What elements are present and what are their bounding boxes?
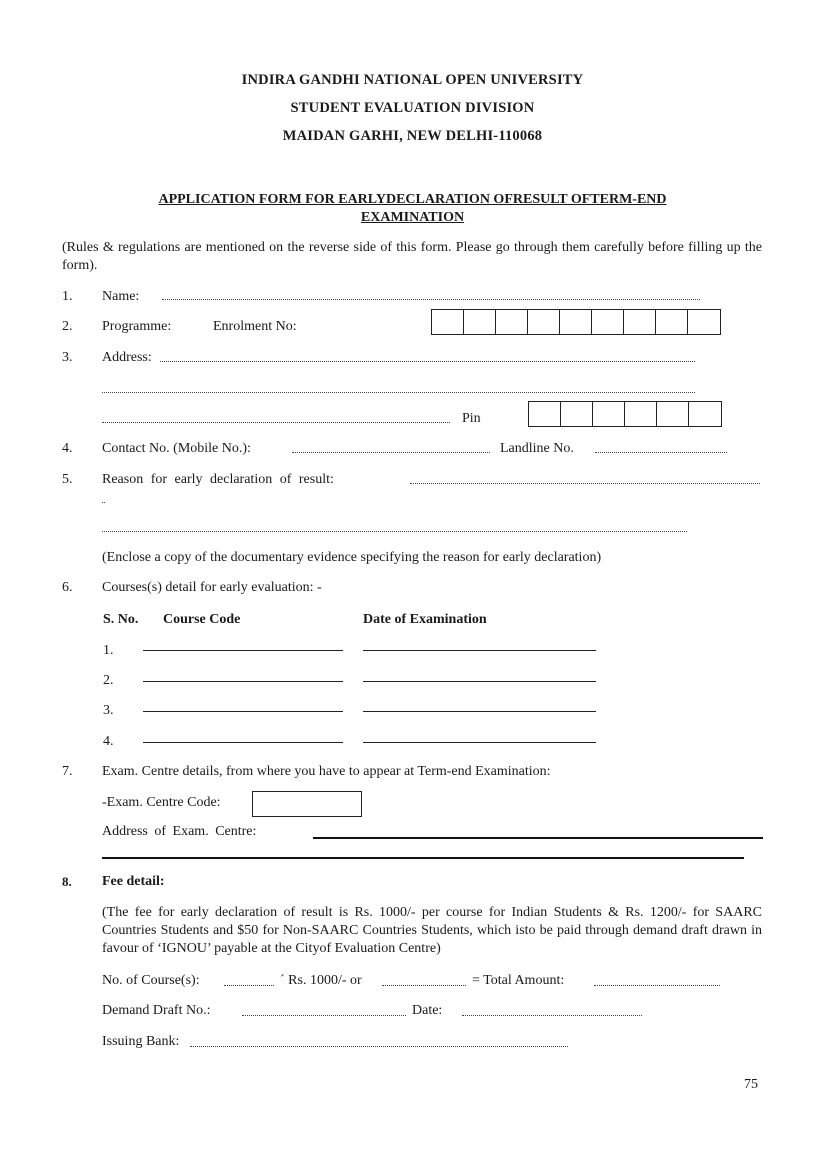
- table-header-sno: S. No.: [103, 612, 139, 627]
- division-name: STUDENT EVALUATION DIVISION: [290, 100, 535, 116]
- item-number-6: 6.: [62, 580, 73, 595]
- form-title-line2: EXAMINATION: [360, 210, 465, 225]
- enrolment-label: Enrolment No:: [213, 319, 297, 334]
- item-number-5: 5.: [62, 472, 73, 487]
- mobile-field[interactable]: [292, 452, 490, 453]
- enrolment-digit-box[interactable]: [528, 310, 560, 334]
- exam-date-field[interactable]: [363, 742, 596, 743]
- pin-boxes[interactable]: [528, 401, 722, 427]
- centre-code-label: -Exam. Centre Code:: [102, 795, 221, 810]
- name-label: Name:: [102, 289, 140, 304]
- form-title-line1: APPLICATION FORM FOR EARLYDECLARATION OFRESULT OFTERM-END: [158, 192, 667, 207]
- enrolment-digit-box[interactable]: [688, 310, 720, 334]
- total-amount-label: = Total Amount:: [472, 973, 565, 988]
- enrolment-digit-box[interactable]: [656, 310, 688, 334]
- dd-label: Demand Draft No.:: [102, 1003, 211, 1018]
- courses-label: Courses(s) detail for early evaluation: -: [102, 580, 322, 595]
- bank-label: Issuing Bank:: [102, 1034, 180, 1049]
- centre-address-line-1[interactable]: [313, 837, 763, 839]
- address-line-2[interactable]: [102, 392, 695, 393]
- pin-digit-box[interactable]: [625, 402, 657, 426]
- enrolment-digit-box[interactable]: [496, 310, 528, 334]
- enrolment-boxes[interactable]: [431, 309, 721, 335]
- exam-date-field[interactable]: [363, 650, 596, 651]
- table-header-exam-date: Date of Examination: [363, 612, 487, 627]
- no-courses-field[interactable]: [224, 985, 274, 986]
- centre-code-box[interactable]: [252, 791, 362, 817]
- enrolment-digit-box[interactable]: [464, 310, 496, 334]
- table-header-course-code: Course Code: [163, 612, 241, 627]
- centre-address-line-2[interactable]: [102, 857, 744, 859]
- total-amount-field[interactable]: [594, 985, 720, 986]
- university-address: MAIDAN GARHI, NEW DELHI-110068: [282, 128, 543, 144]
- rate-field[interactable]: [382, 985, 466, 986]
- dd-field[interactable]: [242, 1015, 406, 1016]
- reason-line-1[interactable]: [410, 483, 760, 484]
- pin-digit-box[interactable]: [593, 402, 625, 426]
- course-code-field[interactable]: [143, 711, 343, 712]
- pin-digit-box[interactable]: [657, 402, 689, 426]
- centre-label: Exam. Centre details, from where you have to appear at Term-end Examination:: [102, 764, 551, 779]
- pin-digit-box[interactable]: [529, 402, 561, 426]
- bank-field[interactable]: [190, 1046, 568, 1047]
- table-row-number: 4.: [103, 734, 114, 749]
- item-number-7: 7.: [62, 764, 73, 779]
- page-number: 75: [744, 1077, 758, 1092]
- course-code-field[interactable]: [143, 650, 343, 651]
- item-number-2: 2.: [62, 319, 73, 334]
- table-row-number: 2.: [103, 673, 114, 688]
- exam-date-field[interactable]: [363, 681, 596, 682]
- item-number-4: 4.: [62, 441, 73, 456]
- enclose-note: (Enclose a copy of the documentary evidence specifying the reason for early declaration): [102, 550, 602, 565]
- university-name: INDIRA GANDHI NATIONAL OPEN UNIVERSITY: [241, 72, 584, 88]
- pin-label: Pin: [462, 411, 481, 426]
- pin-digit-box[interactable]: [561, 402, 593, 426]
- enrolment-digit-box[interactable]: [560, 310, 592, 334]
- item-number-3: 3.: [62, 350, 73, 365]
- table-row-number: 3.: [103, 703, 114, 718]
- item-number-8: 8.: [62, 874, 72, 889]
- item-number-1: 1.: [62, 289, 73, 304]
- name-field[interactable]: [162, 299, 700, 300]
- reason-dot: [102, 502, 105, 503]
- reason-label: Reason for early declaration of result:: [102, 472, 334, 487]
- no-courses-label: No. of Course(s):: [102, 973, 200, 988]
- reason-line-2[interactable]: [102, 531, 687, 532]
- landline-label: Landline No.: [500, 441, 574, 456]
- address-line-1[interactable]: [160, 361, 695, 362]
- enrolment-digit-box[interactable]: [592, 310, 624, 334]
- fee-note: (The fee for early declaration of result is Rs. 1000/- per course for Indian Students & Rs. 1200/- for SAARC Countries Students and $50 for Non-SAARC Countries Students, which isto be paid through demand draft drawn in favour of ‘IGNOU’ payable at the Cityof Evaluation Centre): [102, 905, 762, 956]
- form-intro: (Rules & regulations are mentioned on the reverse side of this form. Please go through them carefully before filling up the form).: [62, 240, 762, 273]
- landline-field[interactable]: [595, 452, 727, 453]
- exam-date-field[interactable]: [363, 711, 596, 712]
- centre-address-label: Address of Exam. Centre:: [102, 824, 257, 839]
- fee-label: Fee detail:: [102, 874, 165, 889]
- course-code-field[interactable]: [143, 742, 343, 743]
- enrolment-digit-box[interactable]: [432, 310, 464, 334]
- contact-label: Contact No. (Mobile No.):: [102, 441, 251, 456]
- date-field[interactable]: [462, 1015, 642, 1016]
- address-label: Address:: [102, 350, 152, 365]
- date-label: Date:: [412, 1003, 443, 1018]
- course-code-field[interactable]: [143, 681, 343, 682]
- rate-label: ´ Rs. 1000/- or: [280, 973, 362, 988]
- table-row-number: 1.: [103, 643, 114, 658]
- enrolment-digit-box[interactable]: [624, 310, 656, 334]
- programme-label: Programme:: [102, 319, 172, 334]
- address-line-3[interactable]: [102, 422, 450, 423]
- pin-digit-box[interactable]: [689, 402, 721, 426]
